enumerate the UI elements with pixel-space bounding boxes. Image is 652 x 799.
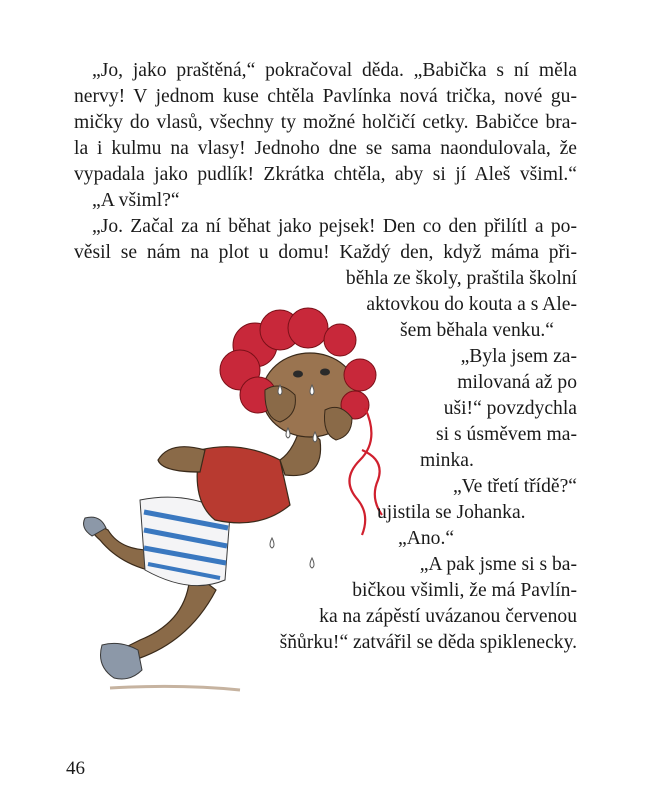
eye-left — [293, 371, 303, 378]
ground-shadow — [110, 686, 240, 690]
text-line-8: věsil se nám na plot u domu! Každý den, když máma při- — [74, 242, 577, 263]
text-line-20: „A pak jsme si s ba- — [419, 554, 577, 575]
eye-right — [320, 369, 330, 376]
text-line-1: „Jo, jako praštěná,“ pokračoval děda. „Babička s ní měla — [92, 60, 577, 81]
text-line-5: vypadala jako pudlík! Zkrátka chtěla, aby si jí Aleš všiml.“ — [74, 164, 577, 185]
text-line-6: „A všiml?“ — [92, 190, 180, 211]
text-line-19: „Ano.“ — [398, 528, 455, 549]
text-line-7: „Jo. Začal za ní běhat jako pejsek! Den co den přilítl a po- — [92, 216, 577, 237]
text-line-22: ka na zápěstí uvázanou červenou — [319, 606, 577, 627]
text-line-17: „Ve třetí třídě?“ — [452, 476, 577, 497]
front-shoe — [101, 643, 143, 679]
text-line-23: šňůrku!“ zatvářil se děda spiklenecky. — [279, 632, 577, 653]
text-line-4: la i kulmu na vlasy! Jednoho dne se sama naondulovala, že — [74, 138, 577, 159]
page-number: 46 — [66, 758, 85, 779]
text-line-9: běhla ze školy, praštila školní — [345, 268, 577, 289]
text-line-14: uši!“ povzdychla — [443, 398, 577, 419]
text-line-13: milovaná až po — [457, 372, 577, 393]
back-arm — [158, 447, 205, 472]
text-line-15: si s úsměvem ma- — [436, 424, 577, 445]
crying-girl-illustration — [40, 300, 400, 720]
text-line-18: ujistila se Johanka. — [377, 502, 526, 523]
text-line-12: „Byla jsem za- — [460, 346, 577, 367]
text-line-2: nervy! V jednom kuse chtěla Pavlínka nová trička, nové gu- — [74, 86, 577, 107]
text-line-11: šem běhala venku.“ — [400, 320, 554, 341]
text-line-16: minka. — [420, 450, 474, 471]
text-line-10: aktovkou do kouta a s Ale- — [366, 294, 577, 315]
text-line-3: mičky do vlasů, všechny ty možné holčičí cetky. Babičce bra- — [74, 112, 577, 133]
red-shirt — [197, 447, 290, 523]
text-line-21: bičkou všimli, že má Pavlín- — [352, 580, 577, 601]
